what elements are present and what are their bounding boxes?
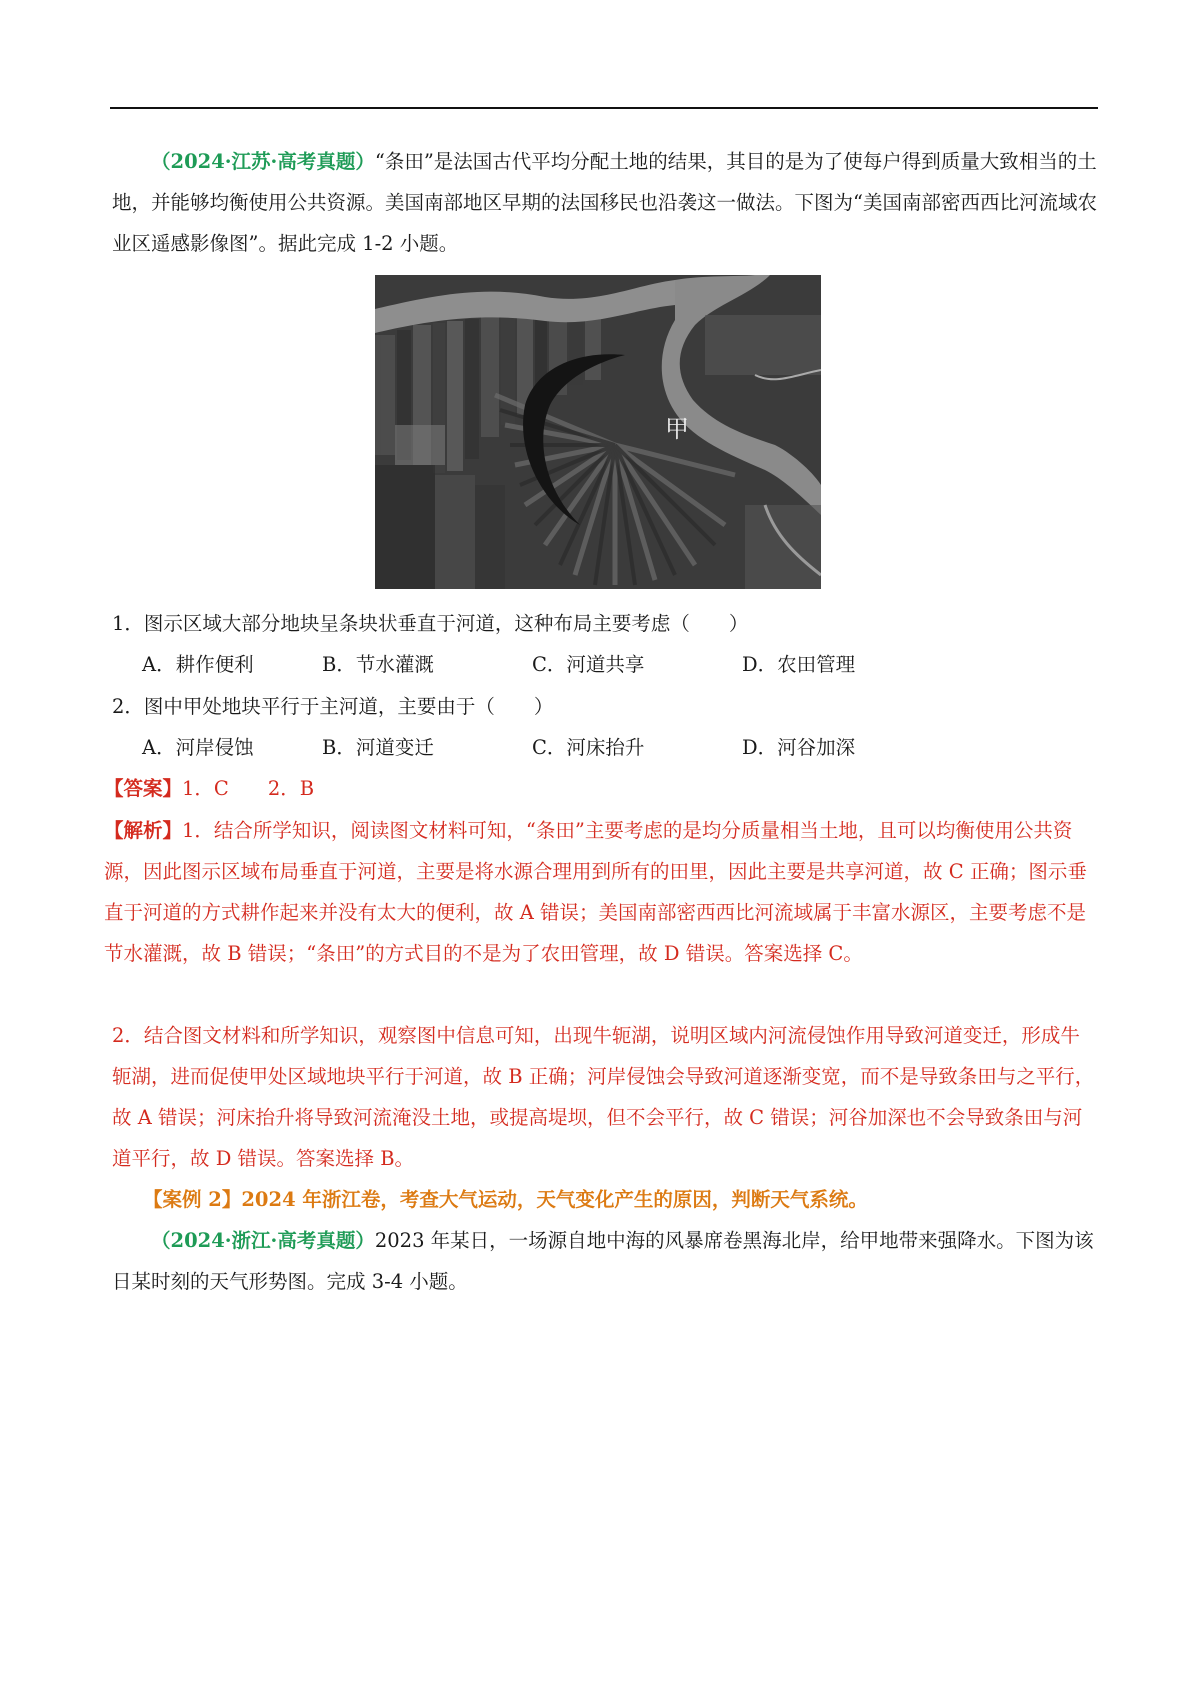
figure-label-jia: 甲 bbox=[665, 415, 689, 443]
question-1-option-a: A．耕作便利 bbox=[142, 653, 254, 676]
question-1-option-c: C．河道共享 bbox=[532, 653, 645, 676]
intro-2-source: （2024·浙江·高考真题） bbox=[151, 1229, 375, 1252]
case-2-text: 2024 年浙江卷，考查大气运动，天气变化产生的原因，判断天气系统。 bbox=[241, 1188, 868, 1211]
intro-paragraph bbox=[112, 141, 1098, 264]
question-2-option-c: C．河床抬升 bbox=[532, 736, 645, 759]
question-2-option-d: D．河谷加深 bbox=[742, 736, 856, 759]
header-rule bbox=[110, 107, 1098, 109]
case-2-tag: 【案例 2】 bbox=[143, 1188, 242, 1211]
question-1-option-d: D．农田管理 bbox=[742, 653, 856, 676]
analysis-paragraph-1 bbox=[104, 810, 1098, 974]
answer-tag: 【答案】 bbox=[104, 777, 183, 800]
satellite-image bbox=[375, 275, 821, 589]
question-2-stem: 2．图中甲处地块平行于主河道，主要由于（ ） bbox=[112, 695, 554, 718]
analysis-tag: 【解析】 bbox=[104, 819, 183, 842]
question-1-stem: 1．图示区域大部分地块呈条块状垂直于河道，这种布局主要考虑（ ） bbox=[112, 612, 749, 635]
intro-text: “条田”是法国古代平均分配土地的结果，其目的是为了使每户得到质量大致相当的土地，并能够均衡使用公共资源。美国南部地区早期的法国移民也沿袭这一做法。下图为“美国南部密西西比河流域农业区遥感影像图”。据此完成 1-2 小题。 bbox=[112, 150, 1097, 255]
intro-2-text: 2023 年某日，一场源自地中海的风暴席卷黑海北岸，给甲地带来强降水。下图为该日某时刻的天气形势图。完成 3-4 小题。 bbox=[112, 1229, 1094, 1293]
analysis-paragraph-2: 2．结合图文材料和所学知识，观察图中信息可知，出现牛轭湖，说明区域内河流侵蚀作用导致河道变迁，形成牛轭湖，进而促使甲处区域地块平行于河道，故 B 正确；河岸侵蚀会导致河道逐渐变宽，而不是导致条田与之平行，故 A 错误；河床抬升将导致河流淹没土地，或提高堤坝，但不会平行，故 C 错误；河谷加深也不会导致条田与河道平行，故 D 错误。答案选择 B。 bbox=[112, 1024, 1095, 1170]
question-2-option-b: B．河道变迁 bbox=[322, 736, 434, 759]
intro-source: （2024·江苏·高考真题） bbox=[151, 150, 375, 173]
question-2-option-a: A．河岸侵蚀 bbox=[142, 736, 254, 759]
case-2-heading bbox=[143, 1179, 868, 1220]
intro-2-paragraph bbox=[112, 1220, 1098, 1302]
question-1-option-b: B．节水灌溉 bbox=[322, 653, 434, 676]
answer-line bbox=[104, 768, 314, 809]
answer-text: 1．C 2．B bbox=[182, 777, 315, 800]
analysis-text-1: 1．结合所学知识，阅读图文材料可知，“条田”主要考虑的是均分质量相当土地，且可以均衡使用公共资源，因此图示区域布局垂直于河道，主要是将水源合理用到所有的田里，因此主要是共享河道，故 C 正确；图示垂直于河道的方式耕作起来并没有太大的便利，故 A 错误；美国南部密西西比河流域属于丰富水源区，主要考虑不是节水灌溉，故 B 错误；“条田”的方式目的不是为了农田管理，故 D 错误。答案选择 C。 bbox=[104, 819, 1087, 965]
satellite-image-drawing bbox=[375, 275, 821, 589]
